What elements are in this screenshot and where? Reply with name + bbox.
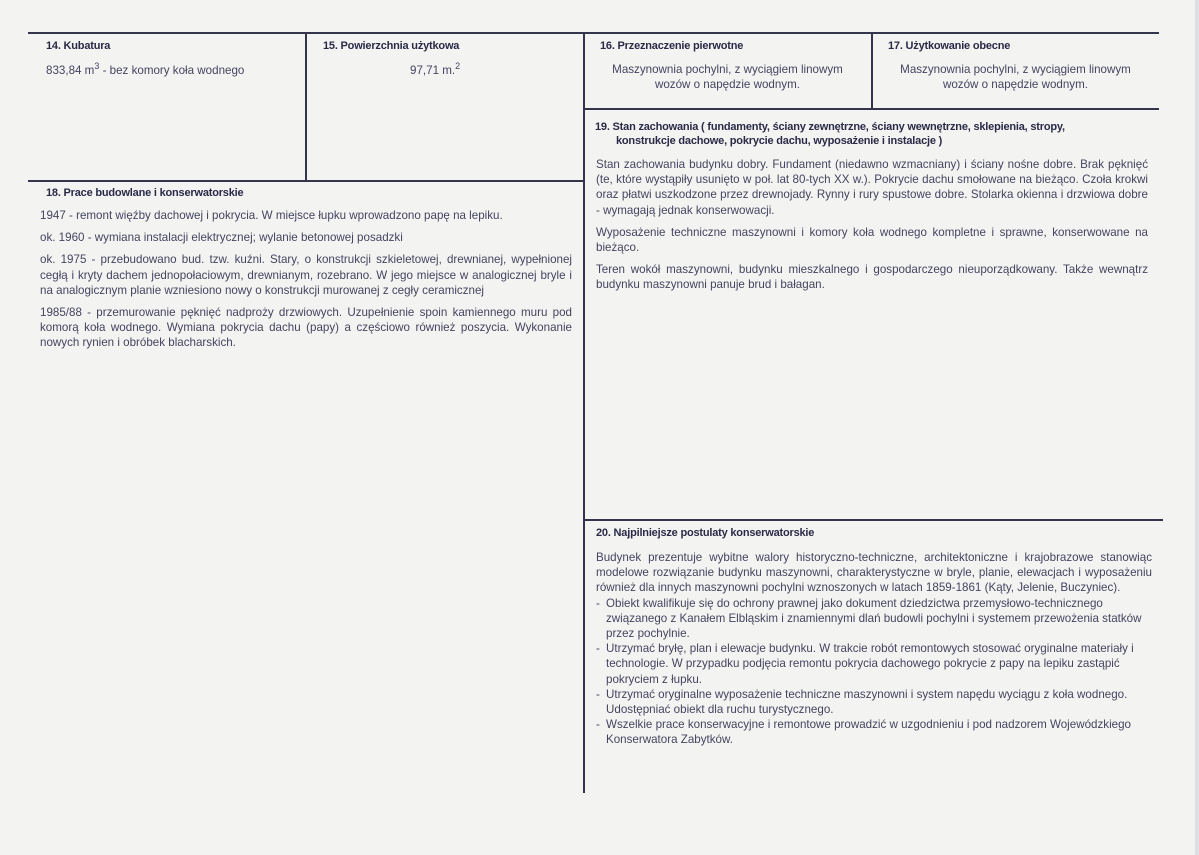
field-19-label: 19. Stan zachowania ( fundamenty, ściany zewnętrzne, ściany wewnętrzne, sklepienia, stropy, <box>595 121 1065 133</box>
field-14-label: 14. Kubatura <box>46 40 111 52</box>
field-19-paragraph: Wyposażenie techniczne maszynowni i komory koła wodnego kompletne i sprawne, konserwowane na bieżąco. <box>596 225 1148 255</box>
bullet-text: Utrzymać oryginalne wyposażenie techniczne maszynowni i system napędu wyciągu z koła wodnego. Udostępniać obiekt dla ruchu turystycznego. <box>606 687 1128 717</box>
field-18-paragraph: ok. 1960 - wymiana instalacji elektrycznej; wylanie betonowej posadzki <box>40 231 403 245</box>
bullet-text: Obiekt kwalifikuje się do ochrony prawnej jako dokument dziedzictwa przemysłowo-technicznego związanego z Kanałem Elbląskim i znamiennymi dlań budowli pochylni i systemem przewożenia statków przez pochylnie. <box>606 596 1142 641</box>
top-rule <box>28 32 1159 34</box>
field-17-label: 17. Użytkowanie obecne <box>888 40 1011 52</box>
field-19-label-cont: konstrukcje dachowe, pokrycie dachu, wyposażenie i instalacje ) <box>616 135 943 147</box>
field-18-label: 18. Prace budowlane i konserwatorskie <box>46 187 244 199</box>
field-19-paragraph: Stan zachowania budynku dobry. Fundament (niedawno wzmacniany) i ściany nośne dobre. Brak pęknięć (te, które wystąpiły usunięto w poł. lat 80-tych XX w.). Pokrycie dachu smołowane na bieżąco. Czoła krokwi oraz płatwi uszkodzone przez drewnojady. Rynny i rury spustowe dobre. Stolarka okienna i drzwiowa dobre - wymagają jednak konserwowacji. <box>596 158 1148 217</box>
field-17-value: Maszynownia pochylni, z wyciągiem linowym wozów o napędzie wodnym. <box>900 63 1131 92</box>
bullet-text: Wszelkie prace konserwacyjne i remontowe prowadzić w uzgodnieniu i pod nadzorem Wojewódzkiego Konserwatora Zabytków. <box>606 718 1131 747</box>
bullet-dash: - <box>596 642 600 656</box>
field-20-label: 20. Najpilniejsze postulaty konserwatorskie <box>596 527 815 539</box>
bullet-text: Utrzymać bryłę, plan i elewacje budynku. W trakcie robót remontowych stosować oryginalne materiały i technologie. W przypadku podjęcia remontu pokrycia dachowego pokrycie z papy na lepiku zastąpić pokryciem z łupku. <box>606 642 1134 686</box>
field-18-body <box>40 208 572 358</box>
divider-16-17 <box>871 33 873 109</box>
field-20-bullet <box>596 596 1152 642</box>
field-19-body <box>596 157 1148 300</box>
field-20-bullet <box>596 687 1152 717</box>
field-15-label: 15. Powierzchnia użytkowa <box>323 40 460 52</box>
field-15-value: 97,71 m.$^2$ <box>410 61 461 77</box>
field-18-paragraph: 1985/88 - przemurowanie pęknięć nadproży drzwiowych. Uzupełnienie spoin kamiennego muru pod komorą koła wodnego. Wymiana pokrycia dachu (papy) a częściowo również poszycia. Wykonanie nowych rynien i obróbek blacharskich. <box>40 306 572 350</box>
divider-14-15 <box>305 33 307 181</box>
field-16-label: 16. Przeznaczenie pierwotne <box>600 40 744 52</box>
field-20-intro: Budynek prezentuje wybitne walory historyczno-techniczne, architektoniczne i krajobrazowe stanowiąc modelowe rozwiązanie budynku maszynowni, charakterystyczne w bryle, planie, elewacjach i wyposażeniu również dla innych maszynowni pochylni wznoszonych w latach 1859-1861 (Kąty, Jelenie, Buczyniec). <box>596 551 1152 595</box>
field-16-value: Maszynownia pochylni, z wyciągiem linowym wozów o napędzie wodnym. <box>612 63 843 92</box>
card-edge <box>1195 0 1199 855</box>
field-20-bullet <box>596 641 1152 687</box>
bullet-dash: - <box>596 718 600 732</box>
rule-above-20 <box>583 519 1163 521</box>
field-14-value: 833,84 $m^3$ - bez komory koła wodnego <box>46 61 245 77</box>
field-18-paragraph: 1947 - remont więźby dachowej i pokrycia. W miejsce łupku wprowadzono papę na lepiku. <box>40 209 503 222</box>
bullet-dash: - <box>596 687 600 701</box>
bullet-dash: - <box>596 596 600 610</box>
field-19-paragraph: Teren wokół maszynowni, budynku mieszkalnego i gospodarczego nieuporządkowany. Także wewnątrz budynku maszynowni panuje brud i bałagan. <box>596 263 1148 292</box>
field-18-paragraph: ok. 1975 - przebudowano bud. tzw. kuźni. Stary, o konstrukcji szkieletowej, drewnianej, wypełnionej cegłą i kryty dachem jednopołaciowym, drewnianym, rozebrano. W jego miejsce w analogicznej bryle i na analogicznym planie wzniesiono nowy o konstrukcji murowanej z cegły ceramicznej <box>40 253 572 297</box>
field-20-bullet <box>596 717 1152 747</box>
divider-center <box>583 33 585 793</box>
field-20-body <box>596 550 1152 748</box>
